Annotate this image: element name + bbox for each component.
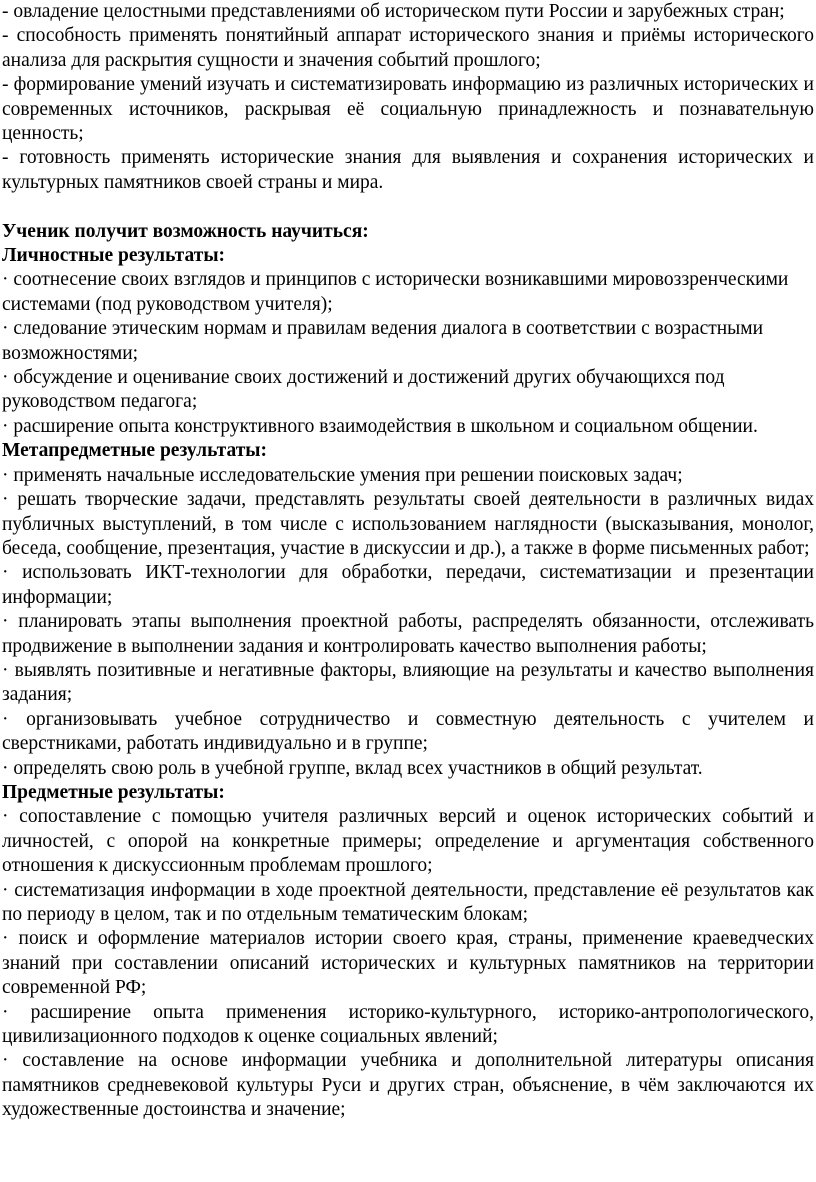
list-item: · определять свою роль в учебной группе, вклад всех участников в общий результат.	[2, 757, 703, 779]
list-item: · обсуждение и оценивание своих достижений и достижений других обучающихся под руководством педагога;	[2, 367, 725, 413]
list-item: · сопоставление с помощью учителя различных версий и оценок исторических событий и личностей, с опорой на конкретные примеры; определение и аргументация собственного отношения к дискуссионным проблемам прошлого;	[2, 806, 814, 877]
list-item: · систематизация информации в ходе проектной деятельности, представление её результатов как по периоду в целом, так и по отдельным тематическим блокам;	[2, 879, 814, 926]
list-item: · расширение опыта конструктивного взаимодействия в школьном и социальном общении.	[2, 415, 758, 437]
list-item: · планировать этапы выполнения проектной работы, распределять обязанности, отслеживать продвижение в выполнении задания и контролировать качество выполнения работы;	[2, 611, 814, 657]
subject-results-heading: Предметные результаты:	[2, 781, 225, 803]
list-item: · поиск и оформление материалов истории своего края, страны, применение краеведческих знаний при составлении описаний исторических и культурных памятников на территории современной РФ;	[2, 928, 814, 999]
list-item: - готовность применять исторические знания для выявления и сохранения исторических и культурных памятников своей страны и мира.	[2, 147, 814, 193]
list-item: - способность применять понятийный аппарат исторического знания и приёмы исторического анализа для раскрытия сущности и значения событий прошлого;	[2, 25, 814, 71]
list-item: - формирование умений изучать и систематизировать информацию из различных исторических и современных источников, раскрывая её социальную принадлежность и познавательную ценность;	[2, 74, 814, 145]
list-item: · решать творческие задачи, представлять результаты своей деятельности в различных видах публичных выступлений, в том числе с использованием наглядности (высказывания, монолог, беседа, сообщение, презентация, участие в дискуссии и др.), а также в форме письменных работ;	[2, 489, 814, 559]
list-item: · организовывать учебное сотрудничество и совместную деятельность с учителем и сверстниками, работать индивидуально и в группе;	[2, 708, 814, 755]
list-item: · использовать ИКТ-технологии для обработки, передачи, систематизации и презентации информации;	[2, 562, 814, 608]
spacer	[2, 195, 814, 219]
main-heading: Ученик получит возможность научиться:	[2, 220, 369, 242]
list-item: · следование этическим нормам и правилам ведения диалога в соответствии с возрастными возможностями;	[2, 318, 764, 364]
list-item: · расширение опыта применения историко-культурного, историко-антропологического, цивилизационного подходов к оценке социальных явлений;	[2, 1001, 814, 1048]
list-item: · выявлять позитивные и негативные факторы, влияющие на результаты и качество выполнения задания;	[2, 659, 814, 706]
list-item: - овладение целостными представлениями об историческом пути России и зарубежных стран;	[2, 1, 785, 22]
metasubject-results-heading: Метапредметные результаты:	[2, 440, 268, 462]
personal-results-heading: Личностные результаты:	[2, 245, 226, 267]
list-item: · составление на основе информации учебника и дополнительной литературы описания памятников средневековой культуры Руси и других стран, объяснение, в чём заключаются их художественные достоинства и значение;	[2, 1050, 814, 1121]
list-item: · применять начальные исследовательские умения при решении поисковых задач;	[2, 464, 683, 486]
list-item: · соотнесение своих взглядов и принципов с исторически возникавшими мировоззренческими системами (под руководством учителя);	[2, 269, 789, 315]
